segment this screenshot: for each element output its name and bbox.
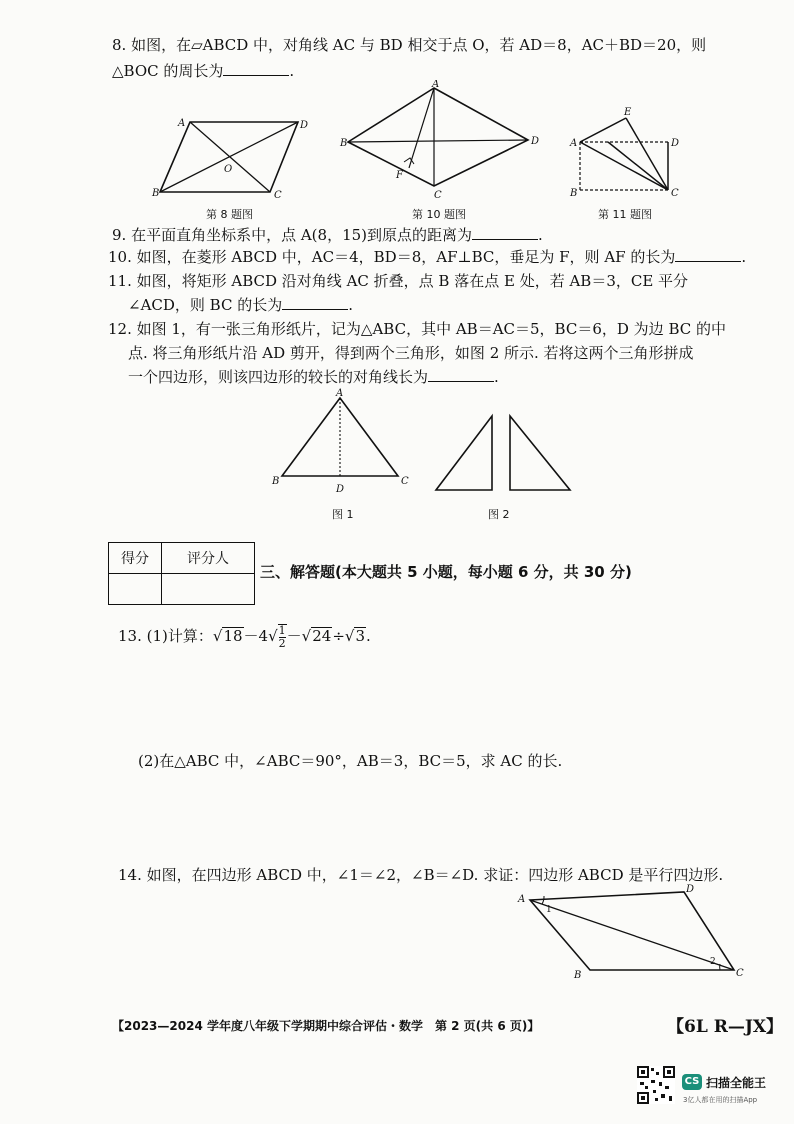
fig14-label-C: C — [736, 968, 744, 979]
q13-part1: 13. (1)计算：√18－4√ $\frac{1}{2}$ －√24÷√3. — [118, 623, 371, 650]
fig11-label-B: B — [570, 188, 578, 199]
q8-line2: △BOC 的周长为 . — [112, 62, 295, 80]
fig14-angle-1: 1 — [546, 905, 552, 915]
answer-blank — [675, 247, 741, 262]
fig12-caption-1: 图 1 — [332, 508, 354, 521]
fig14-label-A: A — [518, 894, 526, 905]
q8-line1: 8. 如图，在▱ABCD 中，对角线 AC 与 BD 相交于点 O，若 AD＝8，AC＋BD＝20，则 — [112, 36, 707, 54]
fig14-label-B: B — [574, 970, 582, 980]
fig11-label-C: C — [671, 188, 679, 199]
answer-blank — [223, 61, 289, 76]
page-footer: 【2023—2024 学年度八年级下学期期中综合评估・数学 第 2 页(共 6 页)】 — [112, 1019, 540, 1033]
scanner-name: 扫描全能王 — [706, 1076, 767, 1090]
q12-line3: 一个四边形，则该四边形的较长的对角线长为 . — [128, 368, 499, 386]
q13-part2: (2)在△ABC 中，∠ABC＝90°，AB＝3，BC＝5，求 AC 的长. — [138, 752, 563, 770]
score-header: 得分 — [109, 543, 162, 574]
answer-blank — [428, 367, 494, 382]
fig8-label-D: D — [300, 120, 309, 131]
fig12-label-B: B — [272, 476, 280, 487]
q12-line2: 点. 将三角形纸片沿 AD 剪开，得到两个三角形，如图 2 所示. 若将这两个三角形拼成 — [128, 344, 694, 362]
fig14-label-D: D — [686, 884, 695, 895]
grader-header: 评分人 — [162, 543, 255, 574]
fig11-rectangle — [568, 104, 684, 200]
fig10-label-A: A — [432, 80, 440, 90]
fig12-label-A: A — [336, 388, 344, 399]
fig11-label-E: E — [624, 107, 632, 118]
q10: 10. 如图，在菱形 ABCD 中，AC＝4，BD＝8，AF⊥BC，垂足为 F，则 AF 的长为 . — [108, 248, 747, 266]
score-table — [108, 542, 255, 605]
fig12-triangle — [268, 386, 418, 498]
fig8-parallelogram — [150, 112, 310, 202]
fig12-label-C: C — [401, 476, 409, 487]
fig12-two-triangles — [430, 408, 580, 496]
answer-blank — [282, 295, 348, 310]
fig10-label-B: B — [340, 138, 348, 149]
fig10-caption: 第 10 题图 — [412, 208, 466, 221]
paper-code: 【6L R—JX】 — [667, 1017, 784, 1037]
q9: 9. 在平面直角坐标系中，点 A(8，15)到原点的距离为 . — [112, 226, 543, 244]
scanner-logo: CS — [682, 1074, 702, 1090]
fig10-rhombus — [338, 80, 548, 204]
section3-heading: 三、解答题(本大题共 5 小题，每小题 6 分，共 30 分) — [260, 563, 632, 581]
fig14-angle-2: 2 — [710, 957, 716, 967]
grader-cell[interactable] — [162, 574, 255, 605]
q12-line1: 12. 如图 1，有一张三角形纸片，记为△ABC，其中 AB＝AC＝5，BC＝6，D 为边 BC 的中 — [108, 320, 726, 338]
fig8-label-B: B — [152, 188, 160, 199]
answer-blank — [472, 225, 538, 240]
fig8-label-C: C — [274, 190, 282, 201]
q14: 14. 如图，在四边形 ABCD 中，∠1＝∠2，∠B＝∠D. 求证：四边形 ABCD 是平行四边形. — [118, 866, 724, 884]
fig11-label-D: D — [671, 138, 680, 149]
fig10-label-F: F — [396, 170, 403, 181]
fig11-caption: 第 11 题图 — [598, 208, 652, 221]
fig8-caption: 第 8 题图 — [206, 208, 253, 221]
fig12-caption-2: 图 2 — [488, 508, 510, 521]
fig8-label-A: A — [178, 118, 186, 129]
q11-line2: ∠ACD，则 BC 的长为 . — [128, 296, 354, 314]
fig8-label-O: O — [224, 164, 233, 175]
q8-text: △BOC 的周长为 — [112, 62, 224, 80]
fig14-quadrilateral — [512, 884, 752, 980]
fig10-label-C: C — [434, 190, 442, 201]
fig12-label-D: D — [336, 484, 345, 495]
qr-code-icon — [637, 1066, 675, 1104]
fig10-label-D: D — [531, 136, 540, 147]
q11-line1: 11. 如图，将矩形 ABCD 沿对角线 AC 折叠，点 B 落在点 E 处，若 AB＝3，CE 平分 — [108, 272, 689, 290]
fig11-label-A: A — [570, 138, 578, 149]
scanner-tagline: 3亿人都在用的扫描App — [683, 1096, 758, 1104]
score-cell[interactable] — [109, 574, 162, 605]
